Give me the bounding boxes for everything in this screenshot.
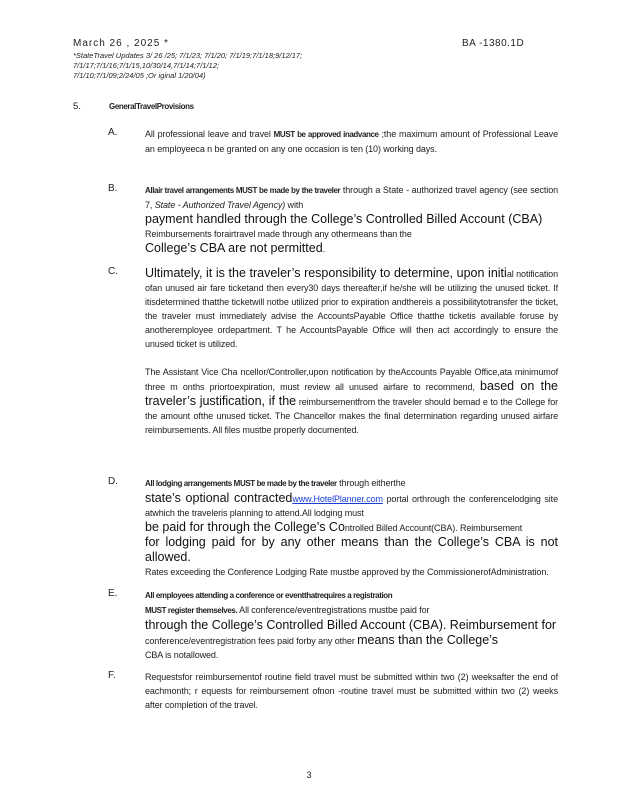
text-run-bold: MUST (273, 130, 295, 139)
provision-d-letter: D. (108, 476, 118, 487)
text-run: through a State - authorized travel agency (see section 7, (145, 185, 559, 210)
text-run-bold: All lodging arrangements (145, 479, 232, 488)
document-header (73, 38, 453, 81)
provision-a-letter: A. (108, 127, 118, 138)
page-number: 3 (306, 770, 312, 780)
text-run-bold: inadvance (340, 130, 379, 139)
text-run: through eitherthe (336, 478, 406, 488)
text-run-italic: State - Authorized Travel Agency) (154, 200, 286, 210)
provision-b-letter: B. (108, 183, 118, 194)
provision-d-text (145, 476, 558, 579)
text-run: Requestsfor reimbursementof routine field travel must be submitted within two (2) weeksafter the end of eachmonth; r equests for reimbursement ofnon -routine travel must be submitted within two (2) weeks after completion of the travel. (145, 672, 558, 710)
text-run-large: for lodging paid for by any other means than the College’s CBA is not allowed. (145, 535, 558, 564)
text-run-bold: be approved (294, 130, 341, 139)
text-run: with (285, 200, 304, 210)
text-run-large: based on the traveler’s justification, if the (145, 379, 559, 408)
text-run: Reimbursements forairtravel made through any othermeans than the (145, 229, 412, 239)
text-run: Rates exceeding the Conference Lodging Rate mustbe approved by the CommissionerofAdministration. (145, 567, 549, 577)
text-run-bold: MUST register themselves. (145, 606, 238, 615)
provision-c-text (145, 266, 558, 437)
text-run: All conference/eventregistrations mustbe paid for (237, 605, 430, 615)
header-update-line-1: *StateTravel Updates 3/ 26 /25; 7/1/23; 7/1/20; 7/1/19;7/1/18;9/12/17; (73, 51, 303, 60)
text-run: al notification ofan unused air fare ticketand then every30 days thereafter,if he/she will be utilizing the unused ticket. If itisdetermined thatthe ticketwill notbe utilized prior to expiration andthereis a possibilitytotransfer the ticket, the traveler must immediately advise the AccountsPayable Office thatthe ticketis available foruse by anotheremployee ordepartment. T he AccountsPayable Office will then act accordingly to ensure the unused ticket is utilized. (145, 269, 558, 349)
provision-e-letter: E. (108, 588, 118, 599)
document-id: BA -1380.1D (462, 38, 525, 49)
text-run-bold: All employees attending a conference or eventthatrequires a registration (145, 591, 393, 600)
text-run-bold: Allair travel arrangements (145, 186, 234, 195)
text-run: ;the maximum amount of Professional Leave an employeeca n be granted on any one occasion is ten (10) working days. (145, 129, 558, 154)
provision-e-text (145, 588, 558, 662)
text-run-large: means than the College’s (357, 633, 498, 647)
hotelplanner-link[interactable]: www.HotelPlanner.com (292, 494, 383, 504)
provision-b-text (145, 183, 558, 256)
text-run-bold: be made by the traveler (256, 186, 341, 195)
header-update-line-2: 7/1/17;7/1/16;7/1/15,10/30/14,7/1/14;7/1/12; (73, 61, 219, 70)
section-number: 5. (73, 101, 81, 112)
text-run: . (322, 244, 326, 254)
header-update-history (73, 51, 453, 81)
provision-f-text (145, 670, 558, 712)
text-run-large: payment handled through the College’s Controlled Billed Account (CBA) (145, 212, 543, 226)
text-run-large: College’s CBA are not permitted (145, 241, 323, 255)
text-run-bold: MUST (231, 479, 255, 488)
text-run-large: Ultimately, it is the traveler’s responsibility to determine, upon initi (145, 266, 507, 280)
provision-a-text (145, 127, 558, 156)
text-run: The Assistant Vice Cha ncellor/Controller,upon notification by theAccounts Payable Office,ata minimumof three m onths priortoexpiration, must review all unused airfare to recommend, (145, 367, 558, 392)
text-run: All professional leave and travel (145, 129, 274, 139)
text-run-bold: MUST (233, 186, 257, 195)
provision-f-letter: F. (108, 670, 116, 681)
text-run-large: state’s optional contracted (145, 491, 293, 505)
text-run-large: through the College’s Controlled Billed Account (CBA). Reimbursement for (145, 618, 557, 632)
section-title: GeneralTravelProvisions (109, 102, 194, 111)
text-run: portal orthrough the conferencelodging site atwhich the traveleris planning to attend.All lodging must (145, 494, 558, 518)
text-run: CBA is notallowed. (145, 650, 219, 660)
text-run-bold: be made by the traveler (254, 479, 337, 488)
section-heading (73, 101, 194, 112)
text-run: ntrolled Billed Account(CBA). Reimbursement (344, 523, 523, 533)
text-run: conference/eventregistration fees paid forby any other (145, 636, 358, 646)
text-run-large: be paid for through the College’s Co (145, 520, 345, 534)
provision-c-letter: C. (108, 266, 118, 277)
text-run: reimbursementfrom the traveler should bemad e to the College for the amount ofthe unused ticket. The Chancellor makes the final determination regarding unused airfare reimbursements. All files mustbe properly documented. (145, 397, 558, 435)
header-date: March 26 , 2025 * (73, 38, 169, 49)
header-update-line-3: 7/1/10;7/1/09;2/24/05 ;Or iginal 1/20/04) (73, 71, 206, 80)
